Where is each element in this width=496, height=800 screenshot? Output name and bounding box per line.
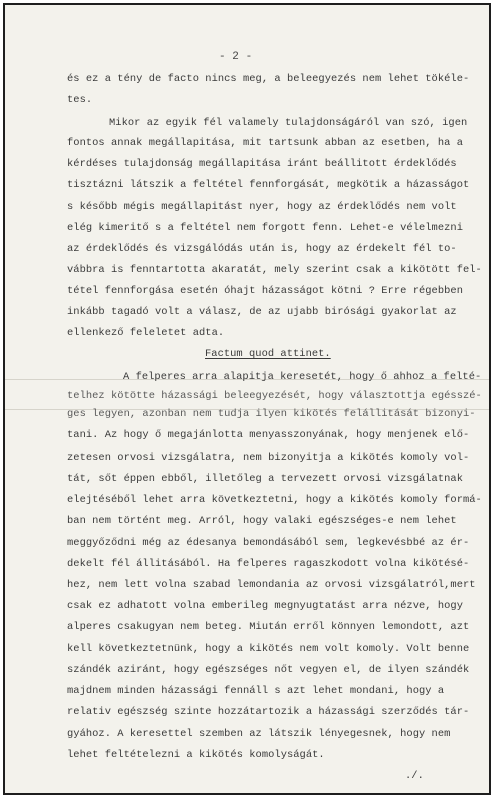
text-line: inkább tagadó volt a válasz, de az ujabb birósági gyakorlat az — [67, 305, 457, 318]
text-line: kérdéses tulajdonság megállapitása iránt beállitott érdeklődés — [67, 158, 457, 171]
text-line: s később mégis megállapitást nyer, hogy az érdeklődés nem volt — [67, 200, 457, 213]
text-line: elég kimeritő s a feltétel nem forgott fenn. Lehet-e vélelmezni — [67, 221, 463, 234]
text-line: tát, sőt éppen ebből, illetőleg a tervezett orvosi vizsgálatnak — [67, 472, 463, 485]
text-line: elejtéséből lehet arra következtetni, hogy a kikötés komoly formá- — [67, 494, 482, 506]
continuation-mark: ./. — [405, 770, 424, 782]
page-number: - 2 - — [219, 51, 253, 63]
text-line: ban nem történt meg. Arról, hogy valaki egészséges-e nem lehet — [67, 515, 457, 528]
text-line: telhez kötötte házassági beleegyezését, hogy választottja egésszé- — [67, 389, 482, 402]
text-line: kell következtetnünk, hogy a kikötés nem volt komoly. Volt benne — [67, 642, 470, 655]
text-line: alperes csakugyan nem beteg. Miután erről könnyen lemondott, azt — [67, 621, 470, 634]
text-line: majdnem minden házassági fennáll s azt lehet mondani, hogy a — [67, 685, 445, 698]
text-line: hez, nem lett volna szabad lemondania az orvosi vizsgálatról,mert — [67, 578, 476, 591]
text-line: tétel fennforgása esetén óhajt házasságot kötni ? Erre régebben — [67, 285, 463, 298]
text-line: fontos annak megállapitása, mit tartsunk abban az esetben, ha a — [67, 136, 463, 149]
text-line: relativ egészség szinte hozzátartozik a házassági szerződés tár- — [67, 706, 470, 719]
text-line: szándék aziránt, hogy egészséges nőt vegyen el, de ilyen szándék — [67, 663, 470, 676]
text-line: csak ez adhatott volna emberileg megnyugtatást arra nézve, hogy — [67, 600, 463, 613]
text-line: tani. Az hogy ő megajánlotta menyasszonyának, hogy menjenek elő- — [67, 429, 470, 442]
text-line: meggyőződni még az édesanya bemondásából sem, legkevésbbé az ér- — [67, 536, 470, 549]
document-page — [3, 3, 491, 795]
text-line: tes. — [67, 94, 93, 107]
text-line: ellenkező feleletet adta. — [67, 327, 225, 339]
text-line: A felperes arra alapitja keresetét, hogy ő ahhoz a felté- — [123, 371, 482, 384]
text-line: Mikor az egyik fél valamely tulajdonságáról van szó, igen — [109, 116, 468, 129]
text-line: dekelt fél állitásából. Ha felperes ragaszkodott volna kikötésé- — [67, 557, 470, 570]
text-line: vábbra is fenntartotta akaratát, mely szerint csak a kikötött fel- — [67, 264, 482, 277]
text-line: zetesen orvosi vizsgálatra, nem bizonyitja a kikötés komoly vol- — [67, 451, 470, 464]
text-line: lehet feltételezni a kikötés komolyságát. — [67, 748, 325, 761]
text-line: és ez a tény de facto nincs meg, a beleegyezés nem lehet tökéle- — [67, 73, 470, 86]
section-heading: Factum quod attinet. — [205, 348, 331, 361]
text-line: tisztázni látszik a feltétel fennforgását, megkötik a házasságot — [67, 179, 470, 192]
text-line: gyához. A keresettel szemben az látszik lényegesnek, hogy nem — [67, 727, 451, 740]
text-line: az érdeklődés és vizsgálódás után is, hogy az érdekelt fél to- — [67, 243, 457, 255]
text-line: ges legyen, azonban nem tudja ilyen kikötés felállitását bizonyi- — [67, 408, 476, 421]
